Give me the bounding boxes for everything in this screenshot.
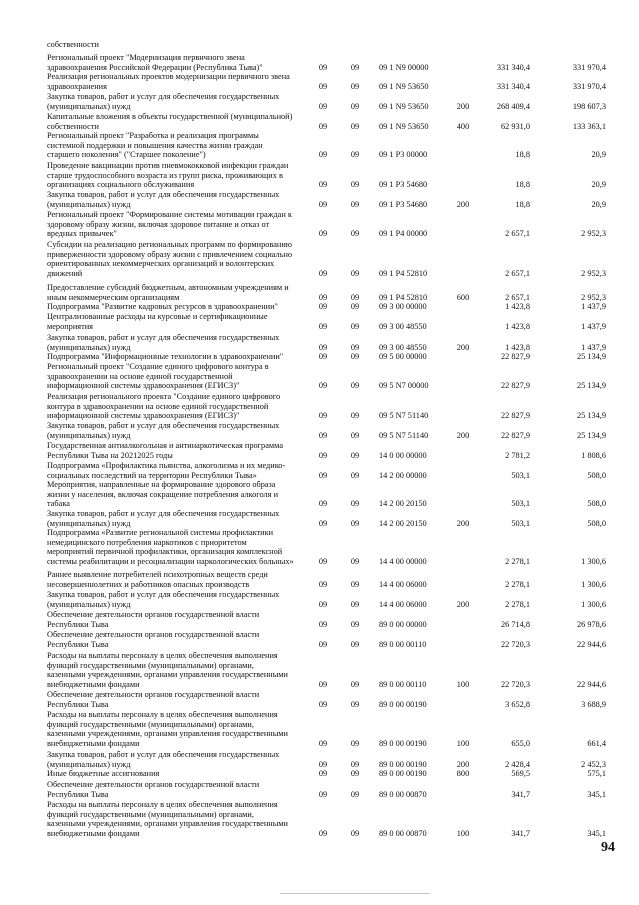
expense-item-name-line: жизни у населения, включая сокращение потребления алкоголя и bbox=[47, 489, 279, 499]
section-code: 09 bbox=[318, 101, 328, 111]
target-article-code: 14 2 00 20150 bbox=[379, 518, 427, 528]
target-article-code: 14 2 00 00000 bbox=[379, 470, 427, 480]
expense-type-code: 100 bbox=[456, 828, 470, 838]
subsection-code: 09 bbox=[350, 229, 360, 239]
amount-year-2: 25 134,9 bbox=[576, 411, 606, 421]
subsection-code: 09 bbox=[350, 321, 360, 331]
section-code: 09 bbox=[318, 268, 328, 278]
expense-item-name-line: (муниципальных) нужд bbox=[47, 599, 131, 609]
amount-year-2: 20,9 bbox=[591, 150, 606, 160]
amount-year-1: 341,7 bbox=[511, 789, 530, 799]
amount-year-1: 26 714,8 bbox=[500, 619, 530, 629]
expense-type-code: 200 bbox=[456, 430, 470, 440]
amount-year-1: 22 827,9 bbox=[500, 381, 530, 391]
page-edge-mark bbox=[280, 893, 430, 894]
amount-year-1: 503,1 bbox=[511, 518, 530, 528]
section-code: 09 bbox=[318, 769, 328, 778]
target-article-code: 89 0 00 00190 bbox=[379, 769, 427, 778]
amount-year-2: 331 970,4 bbox=[572, 62, 606, 72]
amount-year-1: 655,0 bbox=[511, 738, 530, 748]
amount-year-1: 341,7 bbox=[511, 828, 530, 838]
amount-year-1: 62 931,0 bbox=[500, 121, 530, 131]
amount-year-1: 503,1 bbox=[511, 499, 530, 509]
expense-type-code: 100 bbox=[456, 738, 470, 748]
subsection-code: 09 bbox=[350, 759, 360, 769]
section-code: 09 bbox=[318, 499, 328, 509]
expense-item-name-line: казенными учреждениями, органами управления государственными bbox=[47, 819, 288, 829]
expense-item-name-line: Закупка товаров, работ и услуг для обеспечения государственных bbox=[47, 333, 280, 342]
subsection-code: 09 bbox=[350, 430, 360, 440]
expense-item-name-line: здравоохранения bbox=[47, 81, 107, 91]
expense-item-name-line: движений bbox=[47, 268, 83, 278]
target-article-code: 14 4 00 06000 bbox=[379, 579, 427, 589]
target-article-code: 89 0 00 00190 bbox=[379, 699, 427, 709]
expense-item-name bbox=[47, 421, 303, 440]
expense-item-name-line: Реализация регионального проекта "Создание единого цифрового bbox=[47, 392, 281, 401]
target-article-code: 09 1 N9 00000 bbox=[379, 62, 429, 72]
expense-item-name bbox=[47, 480, 303, 509]
expense-item-name-line: Республики Тыва bbox=[47, 639, 109, 649]
target-article-code: 14 4 00 00000 bbox=[379, 556, 427, 566]
expense-item-name bbox=[47, 509, 303, 528]
subsection-code: 09 bbox=[350, 738, 360, 748]
expense-item-name-line: Реализация региональных проектов модернизации первичного звена bbox=[47, 72, 290, 81]
subsection-code: 09 bbox=[350, 556, 360, 566]
amount-year-1: 18,8 bbox=[515, 150, 530, 160]
amount-year-1: 1 423,8 bbox=[505, 342, 530, 352]
expense-item-name-line: внебюджетными фондами bbox=[47, 828, 140, 838]
expense-item-name-line: Централизованные расходы на курсовые и сертификационные bbox=[47, 312, 268, 321]
amount-year-1: 1 423,8 bbox=[505, 321, 530, 331]
expense-item-name-line: Региональный проект "Модернизация первичного звена bbox=[47, 53, 245, 62]
expense-item-name-line: Закупка товаров, работ и услуг для обеспечения государственных bbox=[47, 92, 280, 101]
target-article-code: 09 5 00 00000 bbox=[379, 352, 427, 361]
expense-item-name bbox=[47, 800, 303, 838]
expense-item-name-line: (муниципальных) нужд bbox=[47, 101, 131, 111]
expense-item-name-line: информационной системы здравоохранения (ЕГИСЗ)" bbox=[47, 411, 240, 421]
expense-item-name-line: Республики Тыва bbox=[47, 699, 109, 709]
subsection-code: 09 bbox=[350, 199, 360, 209]
subsection-code: 09 bbox=[350, 789, 360, 799]
expense-item-name-line: казенными учреждениями, органами управления государственными bbox=[47, 729, 288, 739]
section-code: 09 bbox=[318, 321, 328, 331]
target-article-code: 09 1 P4 52810 bbox=[379, 292, 428, 302]
expense-type-code: 800 bbox=[456, 769, 470, 778]
amount-year-2: 2 952,3 bbox=[581, 229, 606, 239]
target-article-code: 89 0 00 00870 bbox=[379, 789, 427, 799]
expense-item-name-line: старшего поколения" ("Старшее поколение") bbox=[47, 150, 206, 160]
subsection-code: 09 bbox=[350, 121, 360, 131]
expense-type-code: 100 bbox=[456, 679, 470, 689]
expense-item-name bbox=[47, 690, 303, 709]
amount-year-2: 198 607,3 bbox=[572, 101, 606, 111]
section-code: 09 bbox=[318, 679, 328, 689]
expense-item-name-line: Мероприятия, направленные на формирование здорового образа bbox=[47, 480, 276, 489]
target-article-code: 09 3 00 00000 bbox=[379, 302, 427, 311]
expense-item-name-line: Закупка товаров, работ и услуг для обеспечения государственных bbox=[47, 509, 280, 518]
expense-item-name-line: Региональный проект "Создание единого цифрового контура в bbox=[47, 362, 269, 371]
expense-type-code: 600 bbox=[456, 292, 470, 302]
target-article-code: 89 0 00 00000 bbox=[379, 619, 427, 629]
expense-item-name-line: Проведение вакцинации против пневмококковой инфекции граждан bbox=[47, 161, 289, 170]
expense-item-name-line: (муниципальных) нужд bbox=[47, 759, 131, 769]
expense-item-name bbox=[47, 750, 303, 769]
target-article-code: 09 1 N9 53650 bbox=[379, 121, 429, 131]
expense-item-name bbox=[47, 72, 303, 91]
amount-year-2: 508,0 bbox=[587, 518, 606, 528]
expense-item-name-line: Республики Тыва bbox=[47, 789, 109, 799]
expense-item-name-line: Расходы на выплаты персоналу в целях обеспечения выполнения bbox=[47, 651, 278, 660]
target-article-code: 09 3 00 48550 bbox=[379, 342, 427, 352]
section-code: 09 bbox=[318, 229, 328, 239]
subsection-code: 09 bbox=[350, 619, 360, 629]
expense-item-name-line: Расходы на выплаты персоналу в целях обеспечения выполнения bbox=[47, 710, 278, 719]
expense-item-name-line: Республики Тыва на 20212025 годы bbox=[47, 450, 173, 460]
expense-item-name-line: приверженности здоровому образу жизни с привлечением социально bbox=[47, 249, 293, 259]
expense-item-name-line: Подпрограмма «Профилактика пьянства, алкоголизма и их медико- bbox=[47, 461, 286, 470]
subsection-code: 09 bbox=[350, 62, 360, 72]
target-article-code: 09 1 P4 00000 bbox=[379, 229, 428, 239]
subsection-code: 09 bbox=[350, 518, 360, 528]
expense-item-name bbox=[47, 240, 303, 278]
expense-item-name-line: мероприятия bbox=[47, 321, 93, 331]
section-code: 09 bbox=[318, 150, 328, 160]
subsection-code: 09 bbox=[350, 579, 360, 589]
expense-item-name-line: Раннее выявление потребителей психотропных веществ среди bbox=[47, 570, 268, 579]
target-article-code: 14 0 00 00000 bbox=[379, 450, 427, 460]
amount-year-2: 25 134,9 bbox=[576, 352, 606, 361]
section-code: 09 bbox=[318, 381, 328, 391]
amount-year-2: 1 300,6 bbox=[581, 579, 606, 589]
expense-item-name bbox=[47, 333, 303, 352]
expense-item-name bbox=[47, 112, 303, 131]
expense-item-name-line: Обеспечение деятельности органов государственной власти bbox=[47, 780, 260, 789]
section-code: 09 bbox=[318, 699, 328, 709]
amount-year-2: 345,1 bbox=[587, 828, 606, 838]
subsection-code: 09 bbox=[350, 302, 360, 311]
expense-item-name-line: старше трудоспособного возраста из групп риска, проживающих в bbox=[47, 170, 283, 180]
amount-year-1: 22 720,3 bbox=[500, 679, 530, 689]
amount-year-2: 133 363,1 bbox=[572, 121, 606, 131]
expense-item-name-line: собственности bbox=[47, 121, 99, 131]
expense-type-code: 200 bbox=[456, 199, 470, 209]
section-code: 09 bbox=[318, 556, 328, 566]
expense-item-name-line: Республики Тыва bbox=[47, 619, 109, 629]
expense-item-name bbox=[47, 352, 303, 362]
target-article-code: 89 0 00 00190 bbox=[379, 738, 427, 748]
amount-year-1: 2 657,1 bbox=[505, 268, 530, 278]
expense-item-name-line: ориентированных некоммерческих организаций и волонтерских bbox=[47, 259, 275, 269]
section-code: 09 bbox=[318, 789, 328, 799]
amount-year-2: 25 134,9 bbox=[576, 430, 606, 440]
subsection-code: 09 bbox=[350, 292, 360, 302]
section-code: 09 bbox=[318, 352, 328, 361]
subsection-code: 09 bbox=[350, 828, 360, 838]
subsection-code: 09 bbox=[350, 150, 360, 160]
section-code: 09 bbox=[318, 738, 328, 748]
section-code: 09 bbox=[318, 619, 328, 629]
expense-item-name bbox=[47, 461, 303, 480]
expense-item-name bbox=[47, 210, 303, 239]
expense-item-name-line: здравоохранения Российской Федерации (Республика Тыва)" bbox=[47, 62, 263, 72]
amount-year-2: 2 452,3 bbox=[581, 759, 606, 769]
subsection-code: 09 bbox=[350, 470, 360, 480]
section-code: 09 bbox=[318, 292, 328, 302]
expense-type-code: 200 bbox=[456, 342, 470, 352]
expense-item-name-line: Региональный проект "Формирование системы мотивации граждан к bbox=[47, 210, 292, 219]
section-code: 09 bbox=[318, 302, 328, 311]
expense-item-name bbox=[47, 570, 303, 589]
expense-item-name-line: (муниципальных) нужд bbox=[47, 518, 131, 528]
subsection-code: 09 bbox=[350, 268, 360, 278]
expense-item-name bbox=[47, 590, 303, 609]
expense-item-name-line: Обеспечение деятельности органов государственной власти bbox=[47, 630, 260, 639]
expense-item-name-line: Обеспечение деятельности органов государственной власти bbox=[47, 690, 260, 699]
subsection-code: 09 bbox=[350, 180, 360, 190]
expense-item-name-line: Закупка товаров, работ и услуг для обеспечения государственных bbox=[47, 421, 280, 430]
expense-item-name-line: Закупка товаров, работ и услуг для обеспечения государственных bbox=[47, 190, 280, 199]
expense-item-name bbox=[47, 190, 303, 209]
expense-type-code: 200 bbox=[456, 599, 470, 609]
amount-year-1: 268 409,4 bbox=[496, 101, 530, 111]
section-code: 09 bbox=[318, 470, 328, 480]
expense-type-code: 200 bbox=[456, 101, 470, 111]
amount-year-2: 1 300,6 bbox=[581, 556, 606, 566]
amount-year-1: 22 827,9 bbox=[500, 411, 530, 421]
expense-item-name-line: здоровому образу жизни, включая здоровое питание и отказ от bbox=[47, 219, 270, 229]
expense-item-name-line: информационной системы здравоохранения (ЕГИСЗ)" bbox=[47, 381, 240, 391]
section-code: 09 bbox=[318, 342, 328, 352]
target-article-code: 09 3 00 48550 bbox=[379, 321, 427, 331]
target-article-code: 89 0 00 00110 bbox=[379, 639, 427, 649]
section-code: 09 bbox=[318, 411, 328, 421]
amount-year-1: 1 423,8 bbox=[505, 302, 530, 311]
expense-item-name-line: внебюджетными фондами bbox=[47, 679, 140, 689]
expense-item-name-line: иным некоммерческим организациям bbox=[47, 292, 180, 302]
expense-item-name bbox=[47, 630, 303, 649]
expense-item-name bbox=[47, 528, 303, 566]
expense-item-name bbox=[47, 302, 303, 312]
section-code: 09 bbox=[318, 62, 328, 72]
amount-year-2: 22 944,6 bbox=[576, 679, 606, 689]
amount-year-2: 345,1 bbox=[587, 789, 606, 799]
amount-year-2: 20,9 bbox=[591, 180, 606, 190]
subsection-code: 09 bbox=[350, 101, 360, 111]
subsection-code: 09 bbox=[350, 411, 360, 421]
expense-item-name bbox=[47, 312, 303, 331]
target-article-code: 09 1 P3 00000 bbox=[379, 150, 428, 160]
amount-year-1: 18,8 bbox=[515, 199, 530, 209]
amount-year-1: 331 340,4 bbox=[496, 62, 530, 72]
section-code: 09 bbox=[318, 639, 328, 649]
expense-item-name-line: (муниципальных) нужд bbox=[47, 430, 131, 440]
amount-year-2: 1 300,6 bbox=[581, 599, 606, 609]
amount-year-1: 22 720,3 bbox=[500, 639, 530, 649]
amount-year-2: 22 944,6 bbox=[576, 639, 606, 649]
expense-item-name-line: Подпрограмма «Развитие региональной системы профилактики bbox=[47, 528, 274, 537]
expense-item-name bbox=[47, 651, 303, 689]
expense-item-name-line: функций государственными (муниципальными) органами, bbox=[47, 719, 254, 729]
amount-year-1: 3 652,8 bbox=[505, 699, 530, 709]
amount-year-2: 1 437,9 bbox=[581, 302, 606, 311]
expense-item-name-line: Капитальные вложения в объекты государственной (муниципальной) bbox=[47, 112, 293, 121]
expense-item-name-line: Расходы на выплаты персоналу в целях обеспечения выполнения bbox=[47, 800, 278, 809]
expense-item-name-line: системной поддержки и повышения качества жизни граждан bbox=[47, 140, 263, 150]
expense-item-name-line: системы реабилитации и ресоциализации наркологических больных» bbox=[47, 556, 294, 566]
expense-item-name-line: Обеспечение деятельности органов государственной власти bbox=[47, 610, 260, 619]
expense-item-name-line: организациях социального обслуживания bbox=[47, 180, 195, 190]
expense-item-name-line: несовершеннолетних и работников опасных производств bbox=[47, 579, 250, 589]
section-code: 09 bbox=[318, 828, 328, 838]
amount-year-2: 26 978,6 bbox=[576, 619, 606, 629]
amount-year-1: 503,1 bbox=[511, 470, 530, 480]
expense-item-name-line: вредных привычек" bbox=[47, 229, 117, 239]
expense-item-name-line: табака bbox=[47, 499, 70, 509]
amount-year-1: 2 278,1 bbox=[505, 599, 530, 609]
expense-item-name-line: контура в здравоохранении на основе единой государственной bbox=[47, 401, 269, 411]
target-article-code: 09 5 N7 00000 bbox=[379, 381, 429, 391]
subsection-code: 09 bbox=[350, 769, 360, 778]
expense-type-code: 400 bbox=[456, 121, 470, 131]
amount-year-2: 2 952,3 bbox=[581, 292, 606, 302]
section-code: 09 bbox=[318, 121, 328, 131]
section-code: 09 bbox=[318, 579, 328, 589]
target-article-code: 09 1 N9 53650 bbox=[379, 101, 429, 111]
target-article-code: 09 5 N7 51140 bbox=[379, 430, 429, 440]
target-article-code: 14 4 00 06000 bbox=[379, 599, 427, 609]
section-code: 09 bbox=[318, 450, 328, 460]
amount-year-2: 1 808,6 bbox=[581, 450, 606, 460]
amount-year-2: 508,0 bbox=[587, 499, 606, 509]
amount-year-1: 2 428,4 bbox=[505, 759, 530, 769]
expense-item-name-line: Закупка товаров, работ и услуг для обеспечения государственных bbox=[47, 750, 280, 759]
amount-year-2: 3 688,9 bbox=[581, 699, 606, 709]
expense-item-name bbox=[47, 441, 303, 460]
expense-item-name-line: Субсидии на реализацию региональных программ по формированию bbox=[47, 240, 292, 249]
amount-year-2: 575,1 bbox=[587, 769, 606, 778]
amount-year-1: 569,5 bbox=[511, 769, 530, 778]
amount-year-2: 1 437,9 bbox=[581, 342, 606, 352]
amount-year-1: 2 657,1 bbox=[505, 292, 530, 302]
expense-item-name-line: (муниципальных) нужд bbox=[47, 342, 131, 352]
expense-item-name bbox=[47, 362, 303, 391]
subsection-code: 09 bbox=[350, 342, 360, 352]
expense-item-name bbox=[47, 53, 303, 72]
expense-item-name bbox=[47, 131, 303, 160]
target-article-code: 09 1 P3 54680 bbox=[379, 199, 428, 209]
target-article-code: 89 0 00 00190 bbox=[379, 759, 427, 769]
target-article-code: 09 1 P3 54680 bbox=[379, 180, 428, 190]
subsection-code: 09 bbox=[350, 599, 360, 609]
target-article-code: 09 1 N9 53650 bbox=[379, 81, 429, 91]
expense-type-code: 200 bbox=[456, 759, 470, 769]
subsection-code: 09 bbox=[350, 81, 360, 91]
expense-item-name-line: немедицинского потребления наркотиков с приоритетом bbox=[47, 537, 247, 547]
expense-item-name bbox=[47, 92, 303, 111]
expense-item-name-line: функций государственными (муниципальными) органами, bbox=[47, 660, 254, 670]
section-code: 09 bbox=[318, 759, 328, 769]
subsection-code: 09 bbox=[350, 679, 360, 689]
expense-item-name-line: (муниципальных) нужд bbox=[47, 199, 131, 209]
expense-item-name-line: здравоохранении на основе единой государственной bbox=[47, 371, 233, 381]
section-code: 09 bbox=[318, 599, 328, 609]
expense-item-name-line: внебюджетными фондами bbox=[47, 738, 140, 748]
target-article-code: 89 0 00 00110 bbox=[379, 679, 427, 689]
expense-item-name bbox=[47, 780, 303, 799]
section-code: 09 bbox=[318, 180, 328, 190]
amount-year-2: 508,0 bbox=[587, 470, 606, 480]
expense-item-name-line: Иные бюджетные ассигнования bbox=[47, 769, 160, 778]
amount-year-2: 1 437,9 bbox=[581, 321, 606, 331]
amount-year-2: 661,4 bbox=[587, 738, 606, 748]
subsection-code: 09 bbox=[350, 450, 360, 460]
amount-year-1: 22 827,9 bbox=[500, 430, 530, 440]
amount-year-1: 2 657,1 bbox=[505, 229, 530, 239]
section-code: 09 bbox=[318, 518, 328, 528]
amount-year-1: 22 827,9 bbox=[500, 352, 530, 361]
expense-item-name-line: Государственная антиалкогольная и антинаркотическая программа bbox=[47, 441, 284, 450]
expense-item-name-line: казенными учреждениями, органами управления государственными bbox=[47, 670, 288, 680]
section-code: 09 bbox=[318, 430, 328, 440]
expense-item-name-line: Подпрограмма "Развитие кадровых ресурсов в здравоохранении" bbox=[47, 302, 278, 311]
expense-item-name-line: социальных последствий на территории Республики Тыва» bbox=[47, 470, 257, 480]
amount-year-1: 2 781,2 bbox=[505, 450, 530, 460]
subsection-code: 09 bbox=[350, 381, 360, 391]
expense-item-name bbox=[47, 769, 303, 779]
expense-item-name-line: Предоставление субсидий бюджетным, автономным учреждениям и bbox=[47, 283, 289, 292]
expense-item-name-line: Закупка товаров, работ и услуг для обеспечения государственных bbox=[47, 590, 280, 599]
amount-year-1: 331 340,4 bbox=[496, 81, 530, 91]
expense-item-name bbox=[47, 40, 303, 50]
expense-item-name bbox=[47, 392, 303, 421]
expense-item-name-line: функций государственными (муниципальными) органами, bbox=[47, 809, 254, 819]
amount-year-1: 2 278,1 bbox=[505, 556, 530, 566]
expense-item-name bbox=[47, 610, 303, 629]
subsection-code: 09 bbox=[350, 352, 360, 361]
expense-item-name-line: мероприятий первичной профилактики, организация комплексной bbox=[47, 547, 283, 557]
section-code: 09 bbox=[318, 81, 328, 91]
target-article-code: 89 0 00 00870 bbox=[379, 828, 427, 838]
amount-year-1: 2 278,1 bbox=[505, 579, 530, 589]
expense-item-name bbox=[47, 710, 303, 748]
expense-item-name-line: Региональный проект "Разработка и реализация программы bbox=[47, 131, 259, 140]
target-article-code: 09 1 P4 52810 bbox=[379, 268, 428, 278]
target-article-code: 14 2 00 20150 bbox=[379, 499, 427, 509]
expense-item-name-line: Подпрограмма "Информационные технологии в здравоохранении" bbox=[47, 352, 284, 361]
amount-year-2: 331 970,4 bbox=[572, 81, 606, 91]
section-code: 09 bbox=[318, 199, 328, 209]
subsection-code: 09 bbox=[350, 499, 360, 509]
expense-item-name bbox=[47, 283, 303, 302]
expense-type-code: 200 bbox=[456, 518, 470, 528]
amount-year-2: 25 134,9 bbox=[576, 381, 606, 391]
subsection-code: 09 bbox=[350, 699, 360, 709]
target-article-code: 09 5 N7 51140 bbox=[379, 411, 429, 421]
amount-year-2: 20,9 bbox=[591, 199, 606, 209]
subsection-code: 09 bbox=[350, 639, 360, 649]
expense-item-name bbox=[47, 161, 303, 190]
amount-year-2: 2 952,3 bbox=[581, 268, 606, 278]
expense-item-name-line: собственности bbox=[47, 40, 99, 49]
amount-year-1: 18,8 bbox=[515, 180, 530, 190]
page-number: 94 bbox=[601, 840, 615, 855]
